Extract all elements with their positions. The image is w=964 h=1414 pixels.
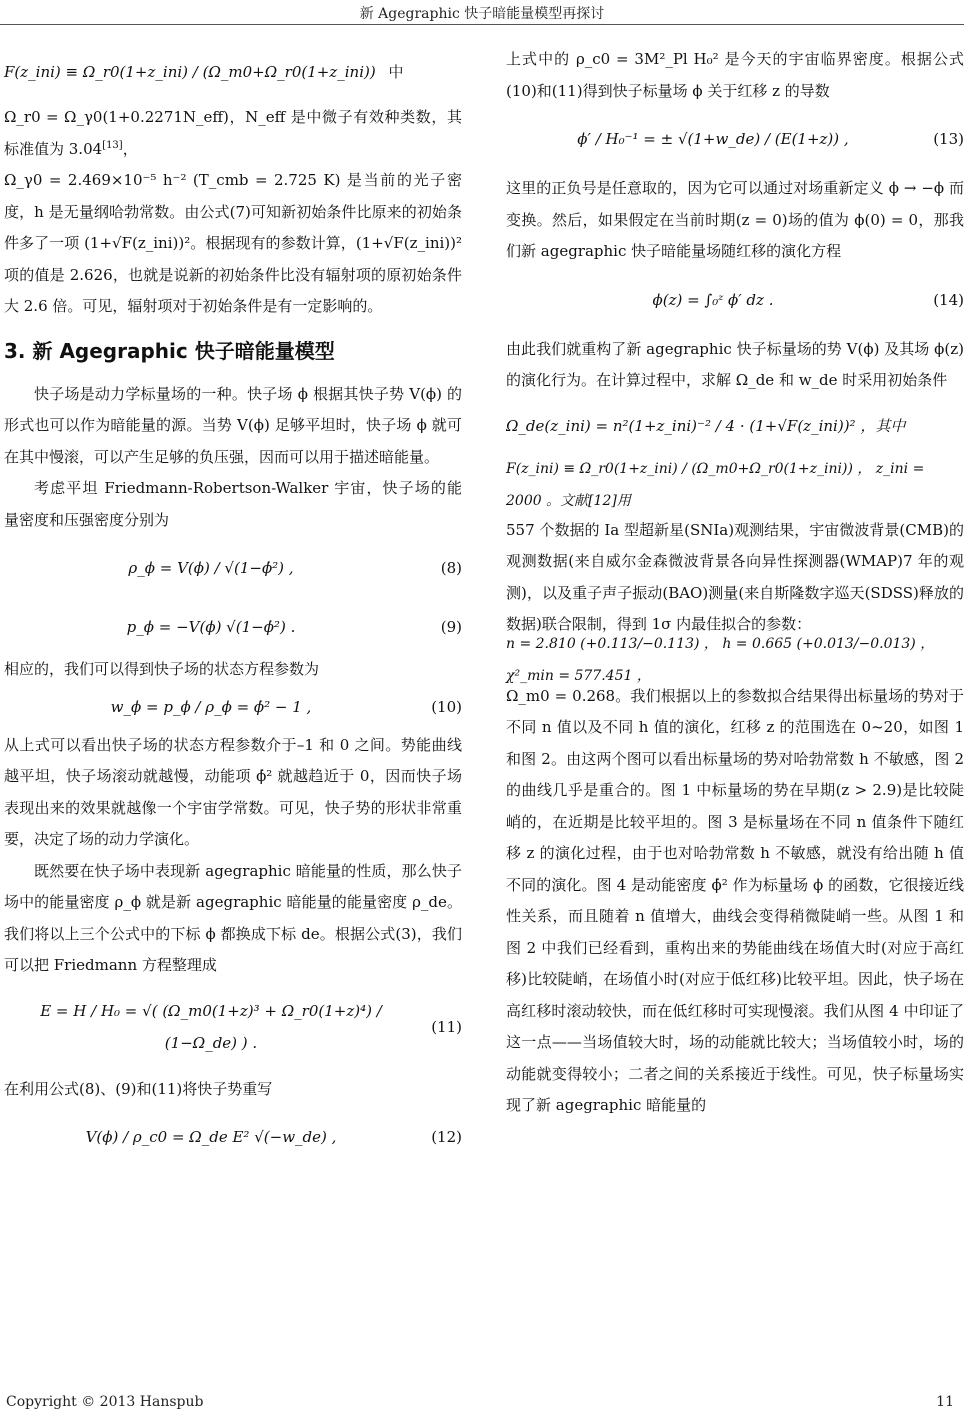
paragraph: 在利用公式(8)、(9)和(11)将快子势重写 xyxy=(4,1079,273,1098)
paragraph: Ω_m0 = 0.268。我们根据以上的参数拟合结果得出标量场的势对于不同 n 值以及不同 h 值的演化，红移 z 的范围选在 0~20，如图 1 和图 2。由这两个图可以看出标量场的势对哈勃常数 h 不敏感，图 2 的曲线几乎是重合的。图 1 中标量场的势在早期(z > 2.9)是比较陡峭的，在近期是比较平坦的。图 3 是标量场在不同 n 值条件下随红移 z 的演化过程，由于也对哈勃常数 h 不敏感，就没有给出随 h 值不同的演化。图 4 是动能密度 ϕ̇² 作为标量场 ϕ 的函数，它很接近线性关系，而且随着 n 值增大，曲线会变得稍微陡峭一些。从图 1 和图 2 中我们已经看到，重构出来的势能曲线在场值大时(对应于高红移)比较陡峭，在场值小时(对应于低红移)比较平坦。因此，快子场在高红移时滚动较快，而在低红移时可实现慢滚。我们从图 4 中印证了这一点——当场值较大时，场的动能就比较大；当场值较小时，场的动能就变得较小；二者之间的关系接近于线性。可见，快子标量场实现了新 agegraphic 暗能量的 xyxy=(506,686,964,1114)
paragraph: 从上式可以看出快子场的状态方程参数介于–1 和 0 之间。势能曲线越平坦，快子场滚动就越慢，动能项 ϕ̇² 就越趋近于 0，因而快子场表现出来的效果就越像一个宇宙学常数。可见，快子势的形状非常重要，决定了场的动力学演化。 xyxy=(4,735,462,848)
paragraph: 这里的正负号是任意取的，因为它可以通过对场重新定义 ϕ → −ϕ 而变换。然后，如果假定在当前时期(z = 0)场的值为 ϕ(0) = 0，那我们新 agegraphic 快子暗能量场随红移的演化方程 xyxy=(506,179,964,260)
page-number: 11 xyxy=(936,1394,954,1410)
equation-f-zini-right xyxy=(506,457,964,515)
section-title: 3. 新 Agegraphic 快子暗能量模型 xyxy=(4,338,335,363)
page-footer xyxy=(6,1394,954,1410)
equation-10 xyxy=(4,686,462,730)
equation-body: w_ϕ = p_ϕ / ρ_ϕ = ϕ̇² − 1 , xyxy=(110,697,312,716)
paragraph: Ω_γ0 = 2.469×10⁻⁵ h⁻² (T_cmb = 2.725 K) 是当前的光子密度，h 是无量纲哈勃常数。由公式(7)可知新初始条件比原来的初始条件多了一项 (1+√F(z_ini))²。根据现有的参数计算，(1+√F(z_ini))² 项的值是 2.626，也就是说新的初始条件比没有辐射项的原初始条件大 2.6 倍。可见，辐射项对于初始条件是有一定影响的。 xyxy=(4,171,462,315)
citation: [13] xyxy=(102,139,123,151)
equation-number: (9) xyxy=(440,618,462,637)
paragraph: 相应的，我们可以得到快子场的状态方程参数为 xyxy=(4,660,320,678)
paragraph: 由此我们就重构了新 agegraphic 快子标量场的势 V(ϕ) 及其场 ϕ(z) 的演化行为。在计算过程中，求解 Ω_de 和 w_de 时采用初始条件 xyxy=(506,339,964,389)
equation-body: F(z_ini) ≡ Ω_r0(1+z_ini) / (Ω_m0+Ω_r0(1+z_ini)) ， z_ini = 2000 。文献[12]用 xyxy=(506,461,925,509)
equation-body: ρ_ϕ = V(ϕ) / √(1−ϕ̇²) , xyxy=(128,559,294,578)
equation-14 xyxy=(506,268,964,334)
paragraph: 快子场是动力学标量场的一种。快子场 ϕ 根据其快子势 V(ϕ) 的形式也可以作为暗能量的源。当势 V(ϕ) 足够平坦时，快子场 ϕ 就可在其中慢滚，可以产生足够的负压强，因而可以用于描述暗能量。 xyxy=(4,384,462,466)
equation-body: Ω_de(z_ini) = n²(1+z_ini)⁻² / 4 · (1+√F(z_ini))² ，其中 xyxy=(506,416,906,435)
paragraph: 既然要在快子场中表现新 agegraphic 暗能量的性质，那么快子场中的能量密度 ρ_ϕ 就是新 agegraphic 暗能量的能量密度 ρ_de。我们将以上三个公式中的下标 ϕ 都换成下标 de。根据公式(3)，我们可以把 Friedmann 方程整理成 xyxy=(4,861,462,974)
paragraph: Ω_r0 = Ω_γ0(1+0.2271N_eff)，N_eff 是中微子有效种类数，其标准值为 3.04[13]， xyxy=(4,108,462,158)
paragraph-text: Ω_r0 = Ω_γ0(1+0.2271N_eff)，N_eff 是中微子有效种类数，其标准值为 3.04 xyxy=(4,108,462,158)
equation-body: E = H / H₀ = √( (Ω_m0(1+z)³ + Ω_r0(1+z)⁴) / (1−Ω_de) ) . xyxy=(40,1002,382,1052)
parameters-text: n = 2.810 (+0.113/−0.113) ， h = 0.665 (+0.013/−0.013) ， χ²_min = 577.451 ， xyxy=(506,636,935,684)
equation-number: (8) xyxy=(440,559,462,578)
equation-body: ϕ(z) = ∫₀ᶻ ϕ′ dz . xyxy=(652,290,774,309)
copyright: Copyright © 2013 Hanspub xyxy=(6,1394,204,1410)
equation-body: ϕ′ / H₀⁻¹ = ± √(1+w_de) / (E(1+z)) , xyxy=(577,130,849,149)
paragraph: 上式中的 ρ_c0 = 3M²_Pl H₀² 是今天的宇宙临界密度。根据公式(10)和(11)得到快子标量场 ϕ 关于红移 z 的导数 xyxy=(506,50,964,100)
paragraph: 考虑平坦 Friedmann-Robertson-Walker 宇宙，快子场的能量密度和压强密度分别为 xyxy=(4,479,462,529)
equation-number: (11) xyxy=(431,1017,462,1036)
left-column xyxy=(4,44,462,1171)
fit-parameters xyxy=(506,636,964,684)
equation-number: (12) xyxy=(431,1128,462,1147)
header-rule xyxy=(0,24,964,25)
equation-13 xyxy=(506,107,964,173)
equation-11 xyxy=(4,982,462,1074)
right-column xyxy=(506,44,964,1122)
equation-text: F(z_ini) ≡ Ω_r0(1+z_ini) / (Ω_m0+Ω_r0(1+z_ini)) xyxy=(4,63,376,82)
equation-initial-condition xyxy=(506,397,964,457)
paragraph: 557 个数据的 Ia 型超新星(SNIa)观测结果，宇宙微波背景(CMB)的观测数据(来自威尔金森微波背景各向异性探测器(WMAP)7 年的观测)，以及重子声子振动(BAO)测量(来自斯隆数字巡天(SDSS)释放的数据)联合限制，得到 1σ 内最佳拟合的参数： xyxy=(506,520,964,633)
equation-number: (13) xyxy=(933,130,964,149)
equation-number: (14) xyxy=(933,290,964,309)
equation-8 xyxy=(4,536,462,602)
equation-f-zini xyxy=(4,44,462,102)
equation-9 xyxy=(4,602,462,654)
equation-body: V(ϕ) / ρ_c0 = Ω_de E² √(−w_de) , xyxy=(85,1128,337,1147)
running-header: 新 Agegraphic 快子暗能量模型再探讨 xyxy=(359,6,605,22)
equation-12 xyxy=(4,1105,462,1171)
equation-suffix: 中 xyxy=(388,63,404,82)
equation-number: (10) xyxy=(431,697,462,716)
equation-body: p_ϕ = −V(ϕ) √(1−ϕ̇²) . xyxy=(126,618,296,637)
